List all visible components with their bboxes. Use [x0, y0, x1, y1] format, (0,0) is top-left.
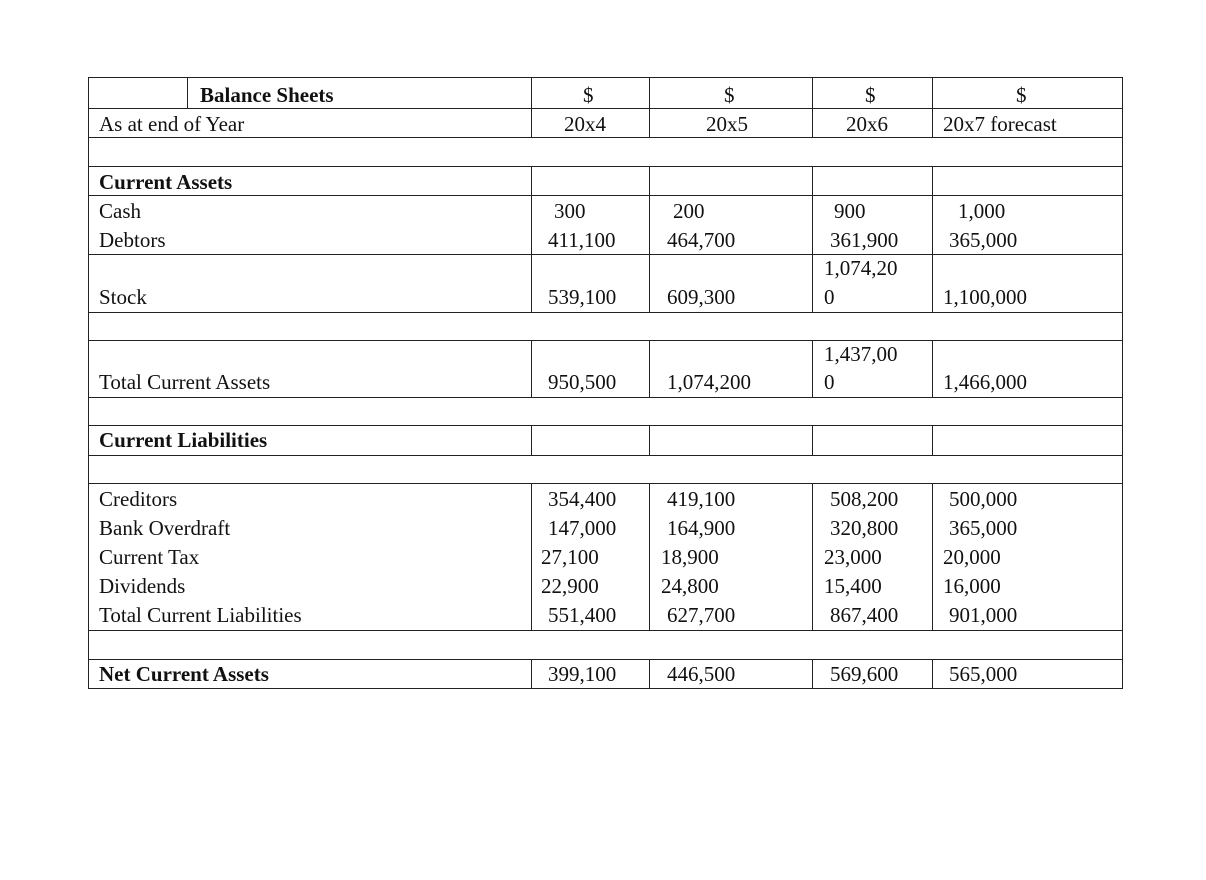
grid-hline: [88, 340, 1123, 341]
row-label-net-current-assets: Net Current Assets: [99, 662, 269, 686]
table-title: Balance Sheets: [200, 83, 334, 107]
creditors-20x6: 508,200: [830, 487, 899, 511]
bank-overdraft-20x5: 164,900: [667, 516, 736, 540]
stock-20x7: 1,100,000: [943, 285, 1027, 309]
total-current-liabilities-20x6: 867,400: [830, 603, 899, 627]
grid-column-separator: [812, 659, 813, 689]
grid-hline: [88, 195, 1123, 196]
total-current-liabilities-20x4: 551,400: [548, 603, 617, 627]
currency-20x4: $: [583, 83, 594, 107]
row-label-current-tax: Current Tax: [99, 545, 200, 569]
grid-border-right: [1122, 77, 1123, 689]
current-tax-20x7: 20,000: [943, 545, 1001, 569]
grid-column-separator: [812, 77, 813, 138]
total-current-assets-20x6-wrap: 0: [824, 370, 835, 394]
table-subtitle: As at end of Year: [99, 112, 245, 136]
net-current-assets-20x6: 569,600: [830, 662, 899, 686]
currency-20x6: $: [865, 83, 876, 107]
grid-column-separator: [649, 166, 650, 313]
grid-hline: [88, 254, 1123, 255]
grid-column-separator: [932, 77, 933, 138]
grid-border-left: [88, 77, 89, 689]
year-20x4: 20x4: [564, 112, 606, 136]
grid-column-separator: [812, 166, 813, 313]
net-current-assets-20x4: 399,100: [548, 662, 617, 686]
current-tax-20x4: 27,100: [541, 545, 599, 569]
currency-20x7: $: [1016, 83, 1027, 107]
current-tax-20x6: 23,000: [824, 545, 882, 569]
grid-hline: [88, 312, 1123, 313]
grid-column-separator: [932, 166, 933, 313]
dividends-20x7: 16,000: [943, 574, 1001, 598]
debtors-20x5: 464,700: [667, 228, 736, 252]
row-label-total-current-assets: Total Current Assets: [99, 370, 271, 394]
cash-20x6: 900: [834, 199, 866, 223]
creditors-20x5: 419,100: [667, 487, 736, 511]
grid-column-separator: [649, 425, 650, 456]
grid-column-separator: [531, 77, 532, 138]
bank-overdraft-20x4: 147,000: [548, 516, 617, 540]
grid-hline: [88, 659, 1123, 660]
debtors-20x4: 411,100: [548, 228, 616, 252]
total-current-assets-20x6: 1,437,00: [824, 342, 898, 366]
stock-20x5: 609,300: [667, 285, 736, 309]
grid-column-separator: [531, 483, 532, 631]
grid-column-separator: [812, 483, 813, 631]
grid-hline: [88, 425, 1123, 426]
current-tax-20x5: 18,900: [661, 545, 719, 569]
row-label-dividends: Dividends: [99, 574, 186, 598]
cash-20x4: 300: [554, 199, 586, 223]
section-current-liabilities: Current Liabilities: [99, 428, 268, 452]
grid-column-separator: [531, 425, 532, 456]
grid-hline: [88, 137, 1123, 138]
dividends-20x4: 22,900: [541, 574, 599, 598]
total-current-liabilities-20x7: 901,000: [949, 603, 1018, 627]
row-label-stock: Stock: [99, 285, 147, 309]
total-current-assets-20x5: 1,074,200: [667, 370, 751, 394]
grid-hline: [88, 397, 1123, 398]
grid-title-divider: [187, 77, 188, 109]
grid-hline: [88, 483, 1123, 484]
stock-20x6: 1,074,20: [824, 256, 898, 280]
grid-column-separator: [932, 425, 933, 456]
net-current-assets-20x7: 565,000: [949, 662, 1018, 686]
grid-hline: [88, 77, 1123, 78]
cash-20x5: 200: [673, 199, 705, 223]
row-label-cash: Cash: [99, 199, 141, 223]
year-20x7-forecast: 20x7 forecast: [943, 112, 1057, 136]
net-current-assets-20x5: 446,500: [667, 662, 736, 686]
bank-overdraft-20x7: 365,000: [949, 516, 1018, 540]
row-label-debtors: Debtors: [99, 228, 166, 252]
grid-column-separator: [932, 483, 933, 631]
grid-hline: [88, 630, 1123, 631]
grid-column-separator: [531, 659, 532, 689]
grid-column-separator: [531, 340, 532, 398]
stock-20x4: 539,100: [548, 285, 617, 309]
debtors-20x7: 365,000: [949, 228, 1018, 252]
grid-column-separator: [812, 340, 813, 398]
grid-column-separator: [649, 483, 650, 631]
creditors-20x4: 354,400: [548, 487, 617, 511]
grid-column-separator: [531, 166, 532, 313]
creditors-20x7: 500,000: [949, 487, 1018, 511]
bank-overdraft-20x6: 320,800: [830, 516, 899, 540]
row-label-total-current-liabilities: Total Current Liabilities: [99, 603, 302, 627]
total-current-liabilities-20x5: 627,700: [667, 603, 736, 627]
row-label-bank-overdraft: Bank Overdraft: [99, 516, 231, 540]
grid-column-separator: [649, 340, 650, 398]
stock-20x6-wrap: 0: [824, 285, 835, 309]
currency-20x5: $: [724, 83, 735, 107]
grid-column-separator: [812, 425, 813, 456]
row-label-creditors: Creditors: [99, 487, 178, 511]
section-current-assets: Current Assets: [99, 170, 233, 194]
grid-column-separator: [649, 77, 650, 138]
grid-column-separator: [932, 659, 933, 689]
year-20x6: 20x6: [846, 112, 888, 136]
grid-column-separator: [649, 659, 650, 689]
grid-hline: [88, 455, 1123, 456]
grid-column-separator: [932, 340, 933, 398]
dividends-20x6: 15,400: [824, 574, 882, 598]
grid-hline: [88, 166, 1123, 167]
cash-20x7: 1,000: [958, 199, 1006, 223]
grid-hline: [88, 108, 1123, 109]
total-current-assets-20x7: 1,466,000: [943, 370, 1027, 394]
debtors-20x6: 361,900: [830, 228, 899, 252]
total-current-assets-20x4: 950,500: [548, 370, 617, 394]
dividends-20x5: 24,800: [661, 574, 719, 598]
grid-hline: [88, 688, 1123, 689]
year-20x5: 20x5: [706, 112, 748, 136]
